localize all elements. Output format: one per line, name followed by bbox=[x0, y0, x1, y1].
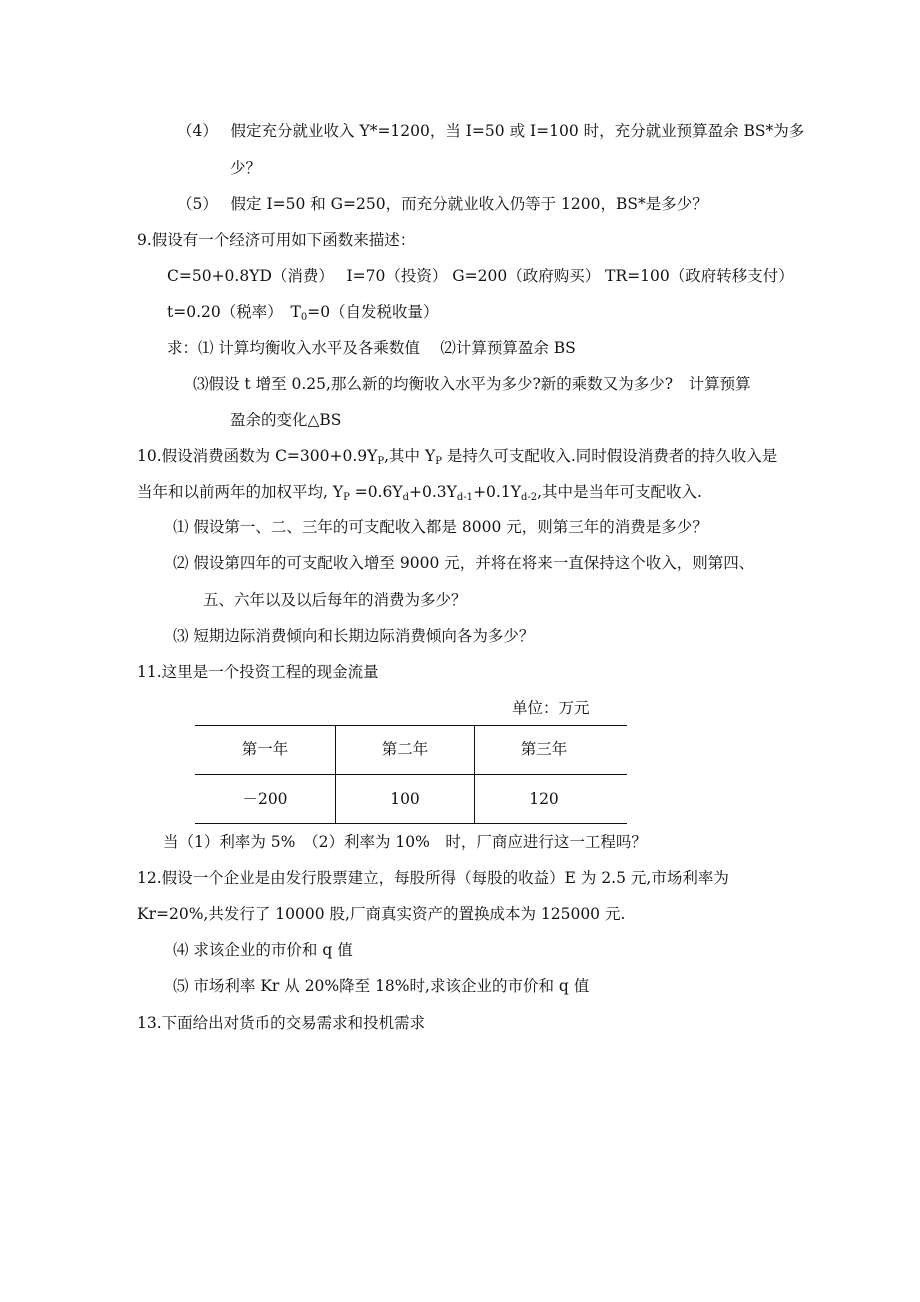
question-9-functions: C=50+0.8YD（消费） I=70（投资） G=200（政府购买） TR=100（政府转移支付） bbox=[167, 267, 794, 285]
question-12-5: ⑸ 市场利率 Kr 从 20%降至 18%时,求该企业的市价和 q 值 bbox=[173, 977, 590, 995]
question-9-3: ⑶假设 t 增至 0.25,那么新的均衡收入水平为多少?新的乘数又为多少? 计算预算 bbox=[193, 375, 751, 393]
q10f-s3: d-1 bbox=[456, 492, 474, 503]
q10-text-a: 10.假设消费函数为 C=300+0.9Y bbox=[137, 447, 378, 465]
q10f-b: =0.6Y bbox=[349, 483, 403, 501]
question-9-tax bbox=[167, 301, 439, 329]
q10f-e: ,其中是当年可支配收入. bbox=[537, 483, 702, 501]
q10f-c: +0.3Y bbox=[409, 483, 457, 501]
question-9-ask: 求：⑴ 计算均衡收入水平及各乘数值 ⑵计算预算盈余 BS bbox=[167, 339, 576, 357]
question-10-2: ⑵ 假设第四年的可支配收入增至 9000 元，并将在将来一直保持这个收入，则第四、 bbox=[173, 554, 755, 572]
table-header-year2: 第二年 bbox=[381, 740, 429, 758]
tax-subscript: 0 bbox=[300, 312, 308, 323]
table-header-year3: 第三年 bbox=[520, 740, 568, 758]
question-8-5: （5） 假定 I=50 和 G=250，而充分就业收入仍等于 1200，BS*是多少？ bbox=[177, 195, 708, 213]
question-10-title bbox=[137, 445, 777, 473]
tax-text: t=0.20（税率） T bbox=[167, 303, 301, 321]
question-10-3: ⑶ 短期边际消费倾向和长期边际消费倾向各为多少？ bbox=[173, 627, 535, 645]
question-12-title: 12.假设一个企业是由发行股票建立，每股所得（每股的收益）E 为 2.5 元,市场利率为 bbox=[137, 869, 729, 887]
question-8-4-cont: 少？ bbox=[230, 159, 262, 177]
question-12-4: ⑷ 求该企业的市价和 q 值 bbox=[173, 941, 353, 959]
table-value-year3: 120 bbox=[529, 790, 559, 808]
table-value-year2: 100 bbox=[390, 790, 420, 808]
question-8-4: （4） 假定充分就业收入 Y*=1200，当 I=50 或 I=100 时，充分就业预算盈余 BS*为多 bbox=[177, 122, 805, 140]
q10-text-c: 是持久可支配收入.同时假设消费者的持久收入是 bbox=[441, 447, 778, 465]
table-header-year1: 第一年 bbox=[241, 740, 289, 758]
q10f-a: 当年和以前两年的加权平均, Y bbox=[137, 483, 344, 501]
q10f-s2: d bbox=[402, 492, 410, 503]
table-bottom-rule bbox=[195, 823, 627, 824]
q10-sub-1: P bbox=[377, 456, 385, 467]
question-10-2-cont: 五、六年以及以后每年的消费为多少？ bbox=[203, 591, 467, 609]
table-unit-label: 单位：万元 bbox=[512, 699, 590, 717]
q10-sub-2: P bbox=[435, 456, 442, 467]
q10f-d: +0.1Y bbox=[473, 483, 521, 501]
q10f-s1: P bbox=[343, 492, 350, 503]
table-mid-rule bbox=[195, 774, 627, 775]
question-12-cont: Kr=20%,共发行了 10000 股,厂商真实资产的置换成本为 125000 元. bbox=[137, 905, 626, 923]
question-11-title: 11.这里是一个投资工程的现金流量 bbox=[137, 663, 379, 681]
table-top-rule bbox=[195, 725, 627, 726]
question-13-title: 13.下面给出对货币的交易需求和投机需求 bbox=[137, 1014, 426, 1032]
question-9-title: 9.假设有一个经济可用如下函数来描述： bbox=[137, 231, 416, 249]
question-9-3-cont: 盈余的变化△BS bbox=[230, 411, 342, 429]
tax-text-rest: =0（自发税收量） bbox=[307, 303, 439, 321]
question-10-formula bbox=[137, 481, 702, 509]
table-value-year1: －200 bbox=[242, 790, 288, 808]
q10-text-b: ,其中 Y bbox=[384, 447, 436, 465]
q10f-s4: d-2 bbox=[520, 492, 538, 503]
question-11-ask: 当（1）利率为 5% （2）利率为 10% 时，厂商应进行这一工程吗？ bbox=[163, 833, 647, 851]
question-10-1: ⑴ 假设第一、二、三年的可支配收入都是 8000 元，则第三年的消费是多少？ bbox=[173, 518, 708, 536]
